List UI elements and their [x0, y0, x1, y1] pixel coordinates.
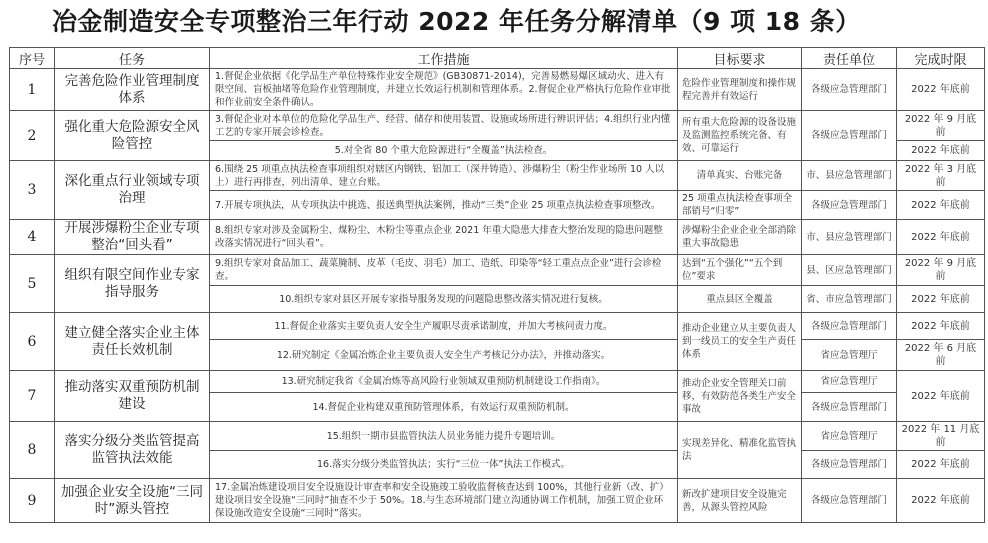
row-unit: 各级应急管理部门: [802, 191, 897, 220]
row-seq: 3: [10, 161, 55, 220]
header-task: 任务: [55, 48, 210, 69]
row-target: 新改扩建项目安全设施完善，从源头管控风险: [678, 479, 802, 523]
table-row: [10, 313, 985, 340]
table-row: [10, 69, 985, 111]
row-unit: 省应急管理厅: [802, 422, 897, 451]
row-task: 建立健全落实企业主体责任长效机制: [55, 313, 210, 371]
row-target: 重点县区全覆盖: [678, 286, 802, 313]
table-row: [10, 220, 985, 255]
row-deadline: 2022 年底前: [897, 220, 985, 255]
row-seq: 2: [10, 111, 55, 161]
row-unit: 各级应急管理部门: [802, 479, 897, 523]
row-measure: 9.组织专家对食品加工、蔬菜腌制、皮革（毛皮、羽毛）加工、造纸、印染等“轻工重点点企业”进行会诊检查。: [210, 255, 678, 286]
row-task: 开展涉爆粉尘企业专项整治“回头看”: [55, 220, 210, 255]
header-unit: 责任单位: [802, 48, 897, 69]
row-measure: 13.研究制定我省《金属冶炼等高风险行业领域双重预防机制建设工作指南》。: [210, 371, 678, 393]
row-target: 清单真实、台账完备: [678, 161, 802, 191]
row-deadline: 2022 年底前: [897, 371, 985, 422]
row-deadline: 2022 年底前: [897, 141, 985, 161]
row-measure: 7.开展专项执法，从专项执法中挑选、报送典型执法案例，推动“三类”企业 25 项重点执法检查事项整改。: [210, 191, 678, 220]
table-row: [10, 255, 985, 286]
header-target: 目标要求: [678, 48, 802, 69]
row-unit: 市、县应急管理部门: [802, 220, 897, 255]
row-target: 25 项重点执法检查事项全部销号“归零”: [678, 191, 802, 220]
row-deadline: 2022 年 9 月底前: [897, 111, 985, 141]
row-task: 加强企业安全设施“三同时”源头管控: [55, 479, 210, 523]
table-row: [10, 422, 985, 451]
row-deadline: 2022 年 9 月底前: [897, 255, 985, 286]
row-deadline: 2022 年底前: [897, 69, 985, 111]
row-measure: 11.督促企业落实主要负责人安全生产履职尽责承诺制度，并加大考核问责力度。: [210, 313, 678, 340]
row-seq: 4: [10, 220, 55, 255]
row-measure: 16.落实分级分类监管执法；实行“三位一体”执法工作模式。: [210, 451, 678, 479]
row-unit: 各级应急管理部门: [802, 69, 897, 111]
row-task: 组织有限空间作业专家指导服务: [55, 255, 210, 313]
row-seq: 1: [10, 69, 55, 111]
row-unit: 省应急管理厅: [802, 371, 897, 393]
row-task: 完善危险作业管理制度体系: [55, 69, 210, 111]
row-unit: 省、市应急管理部门: [802, 286, 897, 313]
row-deadline: 2022 年底前: [897, 451, 985, 479]
row-unit: 各级应急管理部门: [802, 111, 897, 161]
table-row: [10, 161, 985, 191]
row-task: 深化重点行业领域专项治理: [55, 161, 210, 220]
row-measure: 10.组织专家对县区开展专家指导服务发现的问题隐患整改落实情况进行复核。: [210, 286, 678, 313]
row-target: 推动企业安全管理关口前移，有效防范各类生产安全事故: [678, 371, 802, 422]
row-seq: 8: [10, 422, 55, 479]
row-unit: 各级应急管理部门: [802, 313, 897, 340]
row-task: 落实分级分类监管提高监管执法效能: [55, 422, 210, 479]
header-measure: 工作措施: [210, 48, 678, 69]
row-measure: 3.督促企业对本单位的危险化学品生产、经营、储存和使用装置、设施或场所进行辨识评估；4.组织行业内懂工艺的专家开展会诊检查。: [210, 111, 678, 141]
row-unit: 市、县应急管理部门: [802, 161, 897, 191]
row-measure: 17.金属冶炼建设项目安全设施设计审查率和安全设施竣工验收监督核查达到 100%，其他行业新（改、扩）建设项目安全设施“三同时”抽查不少于 50%。18.与生态环境部门建立沟通协调工作机制，加强工贸企业环保设施改造安全设施“三同时”落实。: [210, 479, 678, 523]
row-deadline: 2022 年 3 月底前: [897, 161, 985, 191]
table-row: [10, 371, 985, 393]
row-seq: 7: [10, 371, 55, 422]
row-seq: 5: [10, 255, 55, 313]
row-target: 涉爆粉尘企业企业全部消除重大事故隐患: [678, 220, 802, 255]
row-measure: 8.组织专家对涉及金属粉尘、煤粉尘、木粉尘等重点企业 2021 年重大隐患大排查大整治发现的隐患问题整改落实情况进行“回头看”。: [210, 220, 678, 255]
row-measure: 6.围绕 25 项重点执法检查事项组织对辖区内钢铁、铝加工（深井铸造）、涉爆粉尘（粉尘作业场所 10 人以上）进行再排查，列出清单、建立台账。: [210, 161, 678, 191]
header-seq: 序号: [10, 48, 55, 69]
row-seq: 6: [10, 313, 55, 371]
header-deadline: 完成时限: [897, 48, 985, 69]
row-unit: 各级应急管理部门: [802, 451, 897, 479]
row-seq: 9: [10, 479, 55, 523]
row-measure: 14.督促企业构建双重预防管理体系，有效运行双重预防机制。: [210, 393, 678, 422]
row-deadline: 2022 年底前: [897, 313, 985, 340]
row-deadline: 2022 年底前: [897, 479, 985, 523]
row-deadline: 2022 年 6 月底前: [897, 340, 985, 371]
row-deadline: 2022 年底前: [897, 191, 985, 220]
row-deadline: 2022 年 11 月底前: [897, 422, 985, 451]
row-target: 危险作业管理制度和操作规程完善并有效运行: [678, 69, 802, 111]
row-unit: 省应急管理厅: [802, 340, 897, 371]
table-row: [10, 111, 985, 141]
row-measure: 12.研究制定《金属冶炼企业主要负责人安全生产考核记分办法》，并推动落实。: [210, 340, 678, 371]
row-target: 实现差异化、精准化监管执法: [678, 422, 802, 479]
row-task: 强化重大危险源安全风险管控: [55, 111, 210, 161]
row-target: 所有重大危险源的设备设施及监测监控系统完备、有效、可靠运行: [678, 111, 802, 161]
page-title: 冶金制造安全专项整治三年行动 2022 年任务分解清单（9 项 18 条）: [52, 7, 861, 36]
row-measure: 15.组织一期市县监管执法人员业务能力提升专题培训。: [210, 422, 678, 451]
row-measure: 5.对全省 80 个重大危险源进行“全覆盖”执法检查。: [210, 141, 678, 161]
table-header-row: [10, 48, 985, 69]
row-task: 推动落实双重预防机制建设: [55, 371, 210, 422]
row-deadline: 2022 年底前: [897, 286, 985, 313]
row-measure: 1.督促企业依据《化学品生产单位特殊作业安全规范》(GB30871-2014)，完善易燃易爆区域动火、进入有限空间、盲板抽堵等危险作业管理制度，并建立长效运行机制和管理体系。2.督促企业严格执行危险作业审批和作业前安全条件确认。: [210, 69, 678, 111]
row-target: 推动企业建立从主要负责人到一线员工的安全生产责任体系: [678, 313, 802, 371]
table-row: [10, 479, 985, 523]
task-table: [9, 47, 985, 523]
row-unit: 县、区应急管理部门: [802, 255, 897, 286]
row-target: 达到“五个强化”“五个到位”要求: [678, 255, 802, 286]
row-unit: 各级应急管理部门: [802, 393, 897, 422]
